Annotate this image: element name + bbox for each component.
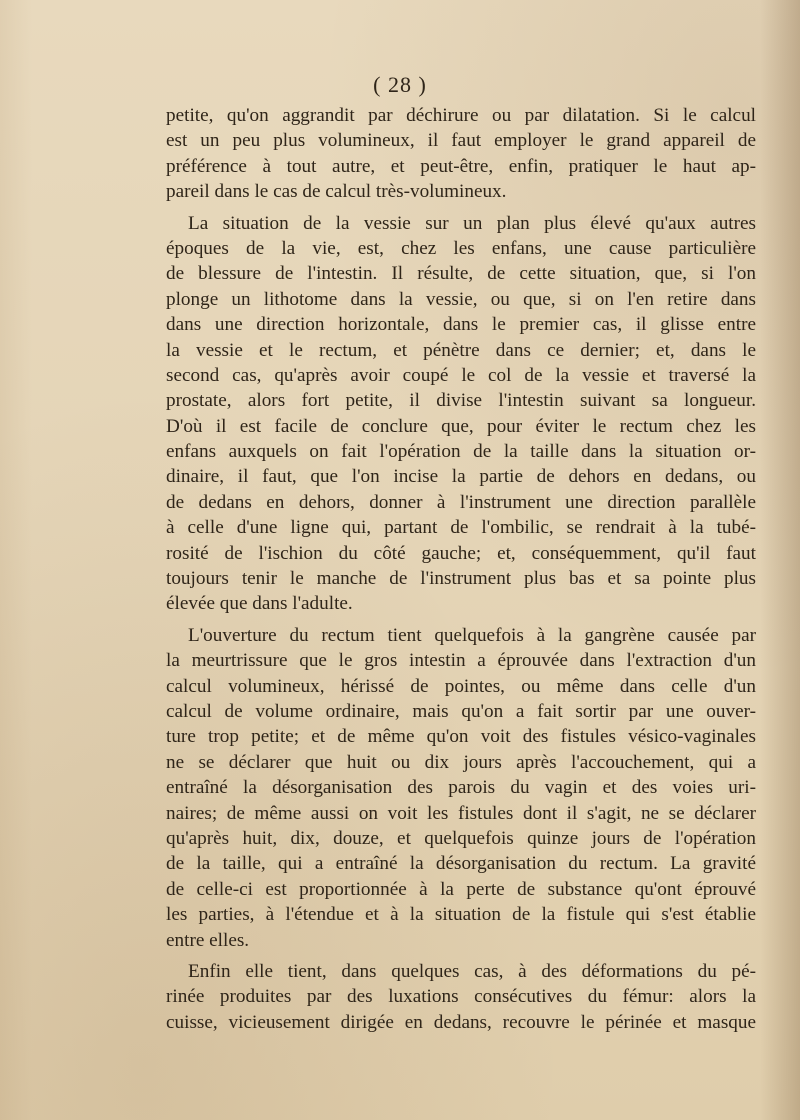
text-line: la meurtrissure que le gros intestin a éprouvée dans l'extraction d'un — [166, 650, 756, 672]
text-line: de celle-ci est proportionnée à la perte de substance qu'ont éprouvé — [166, 878, 756, 900]
text-line: rinée produites par des luxations consécutives du fémur: alors la — [166, 986, 756, 1008]
text-line: de dedans en dehors, donner à l'instrument une direction parallèle — [166, 491, 756, 513]
text-line: préférence à tout autre, et peut-être, enfin, pratiquer le haut ap- — [166, 155, 756, 177]
text-line: les parties, à l'étendue et à la situation de la fistule qui s'est établie — [166, 904, 756, 926]
text-line: enfans auxquels on fait l'opération de la taille dans la situation or- — [166, 441, 756, 463]
text-line: L'ouverture du rectum tient quelquefois à la gangrène causée par — [188, 624, 756, 646]
paragraph — [166, 623, 756, 953]
text-line: Enfin elle tient, dans quelques cas, à des déformations du pé- — [188, 960, 756, 982]
body-text — [166, 103, 756, 1041]
text-line: D'où il est facile de conclure que, pour éviter le rectum chez les — [166, 415, 756, 437]
text-line: cuisse, vicieusement dirigée en dedans, recouvre le périnée et masque — [166, 1011, 756, 1033]
page-number: ( 28 ) — [373, 72, 427, 97]
text-line: est un peu plus volumineux, il faut employer le grand appareil de — [166, 130, 756, 152]
text-line: naires; de même aussi on voit les fistules dont il s'agit, ne se déclarer — [166, 802, 756, 824]
text-line: entraîné la désorganisation des parois du vagin et des voies uri- — [166, 777, 756, 799]
paragraph — [166, 103, 756, 205]
text-line: de blessure de l'intestin. Il résulte, de cette situation, que, si l'on — [166, 263, 756, 285]
text-line: à celle d'une ligne qui, partant de l'ombilic, se rendrait à la tubé- — [166, 517, 756, 539]
paragraph — [166, 959, 756, 1035]
text-line: élevée que dans l'adulte. — [166, 593, 353, 615]
text-line: prostate, alors fort petite, il divise l'intestin suivant sa longueur. — [166, 390, 756, 412]
text-line: second cas, qu'après avoir coupé le col de la vessie et traversé la — [166, 364, 756, 386]
text-line: ture trop petite; et de même qu'on voit des fistules vésico-vaginales — [166, 726, 756, 748]
text-line: petite, qu'on aggrandit par déchirure ou par dilatation. Si le calcul — [166, 105, 756, 126]
text-line: rosité de l'ischion du côté gauche; et, conséquemment, qu'il faut — [166, 542, 756, 564]
text-line: dinaire, il faut, que l'on incise la partie de dehors en dedans, ou — [166, 466, 756, 488]
text-line: de la taille, qui a entraîné la désorganisation du rectum. La gravité — [166, 853, 756, 875]
text-line: qu'après huit, dix, douze, et quelquefois quinze jours de l'opération — [166, 827, 756, 849]
text-line: pareil dans le cas de calcul très-volumineux. — [166, 181, 507, 203]
text-line: calcul volumineux, hérissé de pointes, ou même dans celle d'un — [166, 675, 756, 697]
text-line: entre elles. — [166, 929, 250, 951]
text-line: ne se déclarer que huit ou dix jours après l'accouchement, qui a — [166, 751, 756, 773]
paragraph — [166, 211, 756, 617]
text-line: toujours tenir le manche de l'instrument plus bas et sa pointe plus — [166, 568, 756, 590]
text-line: dans une direction horizontale, dans le premier cas, il glisse entre — [166, 314, 756, 336]
text-line: La situation de la vessie sur un plan plus élevé qu'aux autres — [188, 212, 756, 234]
text-line: la vessie et le rectum, et pénètre dans ce dernier; et, dans le — [166, 339, 756, 361]
text-line: plonge un lithotome dans la vessie, ou que, si on l'en retire dans — [166, 288, 756, 310]
text-line: époques de la vie, est, chez les enfans, une cause particulière — [166, 237, 756, 259]
text-line: calcul de volume ordinaire, mais qu'on a fait sortir par une ouver- — [166, 700, 756, 722]
